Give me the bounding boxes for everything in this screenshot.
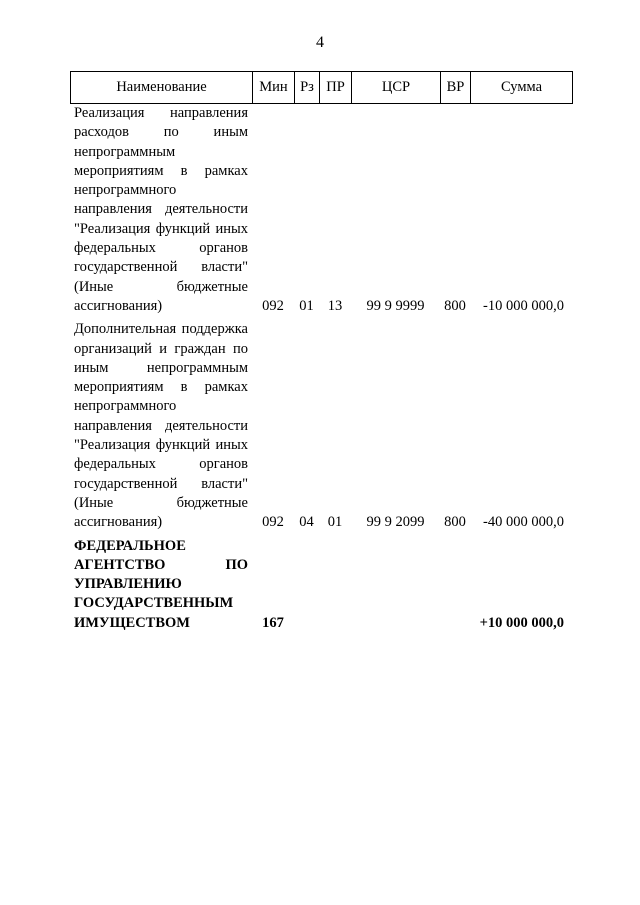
cell-sum: -40 000 000,0 bbox=[483, 514, 564, 531]
cell-name bbox=[70, 320, 252, 532]
table-row bbox=[70, 537, 572, 633]
cell-pr bbox=[319, 537, 351, 633]
cell-pr: 13 bbox=[327, 297, 343, 314]
table-body bbox=[70, 104, 572, 633]
cell-csr: 99 9 9999 bbox=[366, 297, 425, 314]
cell-sum: -10 000 000,0 bbox=[483, 297, 564, 314]
header-vr: ВР bbox=[441, 72, 471, 104]
header-sum: Сумма bbox=[471, 72, 573, 104]
table-rows bbox=[70, 104, 572, 633]
cell-vr bbox=[440, 537, 470, 633]
cell-min: 167 bbox=[262, 614, 284, 631]
header-name: Наименование bbox=[71, 72, 253, 104]
cell-vr: 800 bbox=[444, 297, 466, 314]
header-pr: ПР bbox=[320, 72, 352, 104]
header-rz: Рз bbox=[295, 72, 320, 104]
cell-pr: 01 bbox=[327, 514, 343, 531]
cell-rz: 01 bbox=[299, 297, 314, 314]
row-name-text: ФЕДЕРАЛЬНОЕ АГЕНТСТВО ПО УПРАВЛЕНИЮ ГОСУДАРСТВЕННЫМ ИМУЩЕСТВОМ bbox=[74, 537, 248, 631]
cell-min: 092 bbox=[262, 297, 284, 314]
cell-vr: 800 bbox=[444, 514, 466, 531]
table-row bbox=[70, 104, 572, 316]
row-name-text: Реализация направления расходов по иным непрограммным мероприятиям в рамках непрограммного направления деятельности "Реализация функций иных федеральных органов государственной власти" (Иные бюджетные ассигнования) bbox=[74, 105, 248, 314]
table-header bbox=[70, 71, 573, 104]
cell-sum: +10 000 000,0 bbox=[479, 614, 564, 631]
header-csr: ЦСР bbox=[352, 72, 441, 104]
table-row bbox=[70, 320, 572, 532]
cell-name bbox=[70, 104, 252, 316]
cell-rz: 04 bbox=[299, 514, 314, 531]
cell-csr bbox=[351, 537, 440, 633]
cell-name bbox=[70, 537, 252, 633]
row-name-text: Дополнительная поддержка организаций и граждан по иным непрограммным мероприятиям в рамках непрограммного направления деятельности "Реализация функций иных федеральных органов государственной власти" (Иные бюджетные ассигнования) bbox=[74, 321, 248, 531]
cell-min: 092 bbox=[262, 514, 284, 531]
cell-rz bbox=[294, 537, 319, 633]
cell-csr: 99 9 2099 bbox=[366, 514, 425, 531]
header-min: Мин bbox=[253, 72, 295, 104]
page-number: 4 bbox=[316, 34, 324, 51]
